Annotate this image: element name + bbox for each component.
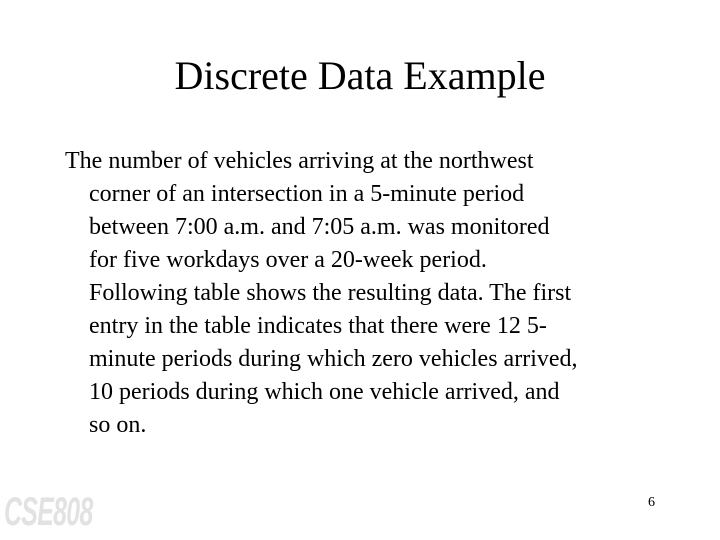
body-line: minute periods during which zero vehicles arrived, xyxy=(89,346,578,372)
body-line: Following table shows the resulting data. The first xyxy=(89,280,572,306)
slide-title: Discrete Data Example xyxy=(174,53,546,98)
body-line: so on. xyxy=(89,412,147,438)
body-line: between 7:00 a.m. and 7:05 a.m. was monitored xyxy=(89,214,550,240)
body-line: 10 periods during which one vehicle arrived, and xyxy=(89,379,560,405)
body-line: for five workdays over a 20-week period. xyxy=(89,247,487,273)
body-line: corner of an intersection in a 5-minute period xyxy=(89,181,525,207)
page-number: 6 xyxy=(648,495,655,510)
body-line: The number of vehicles arriving at the northwest xyxy=(65,148,534,174)
slide-body xyxy=(65,145,685,442)
course-logo: CSE808 xyxy=(4,490,93,534)
body-line: entry in the table indicates that there were 12 5- xyxy=(89,313,547,339)
